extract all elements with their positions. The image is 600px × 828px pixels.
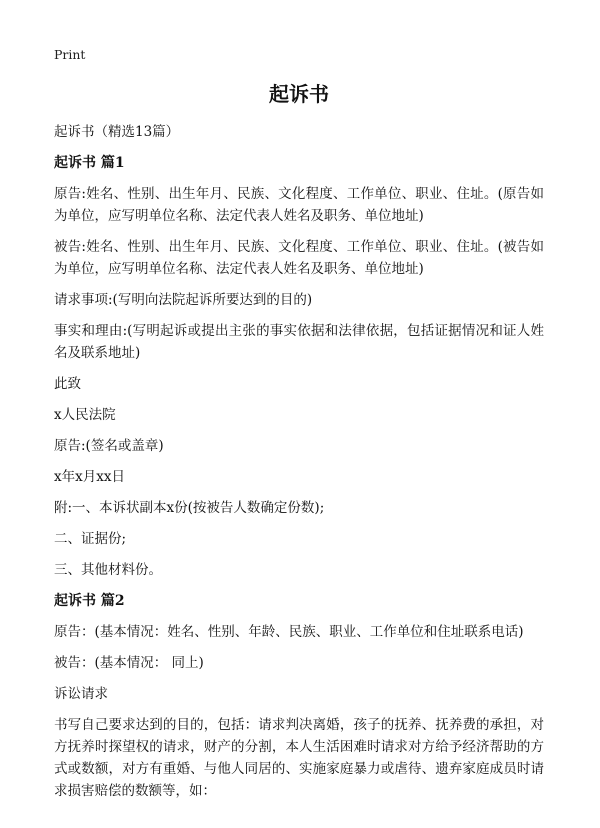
- date-paragraph: x年x月xx日: [54, 469, 125, 485]
- defendant-info-paragraph: 被告:姓名、性别、出生年月、民族、文化程度、工作单位、职业、住址。(被告如为单位，应写明单位名称、法定代表人姓名及职务、单位地址): [54, 239, 544, 277]
- plaintiff-basic-info-paragraph: 原告：(基本情况：姓名、性别、年龄、民族、职业、工作单位和住址联系电话): [54, 624, 524, 640]
- attachment-paragraph-1: 附:一、本诉状副本x份(按被告人数确定份数);: [54, 500, 325, 516]
- litigation-request-body: 书写自己要求达到的目的，包括：请求判决离婚，孩子的抚养、抚养费的承担，对方抚养时探望权的请求，财产的分割，本人生活困难时请求对方给予经济帮助的方式或数额，对方有重婚、与他人同居的、实施家庭暴力或虐待、遗弃家庭成员时请求损害赔偿的数额等，如：: [54, 717, 544, 799]
- document-subtitle: 起诉书（精选13篇）: [54, 124, 180, 140]
- attachment-paragraph-3: 三、其他材料份。: [54, 562, 162, 578]
- document-title: 起诉书: [269, 82, 329, 106]
- signature-paragraph: 原告:(签名或盖章): [54, 438, 164, 454]
- section-heading-2: 起诉书 篇2: [54, 593, 125, 609]
- claims-paragraph: 请求事项:(写明向法院起诉所要达到的目的): [54, 292, 313, 308]
- defendant-basic-info-paragraph: 被告：(基本情况： 同上): [54, 655, 204, 671]
- plaintiff-info-paragraph: 原告:姓名、性别、出生年月、民族、文化程度、工作单位、职业、住址。(原告如为单位，应写明单位名称、法定代表人姓名及职务、单位地址): [54, 186, 544, 224]
- litigation-request-heading: 诉讼请求: [54, 686, 108, 702]
- facts-reasons-paragraph: 事实和理由:(写明起诉或提出主张的事实依据和法律依据，包括证据情况和证人姓名及联系地址): [54, 323, 544, 361]
- court-name-paragraph: x人民法院: [54, 407, 116, 423]
- salutation-paragraph: 此致: [54, 376, 81, 392]
- attachment-paragraph-2: 二、证据份;: [54, 531, 127, 547]
- print-link[interactable]: Print: [54, 47, 86, 62]
- section-heading-1: 起诉书 篇1: [54, 155, 125, 171]
